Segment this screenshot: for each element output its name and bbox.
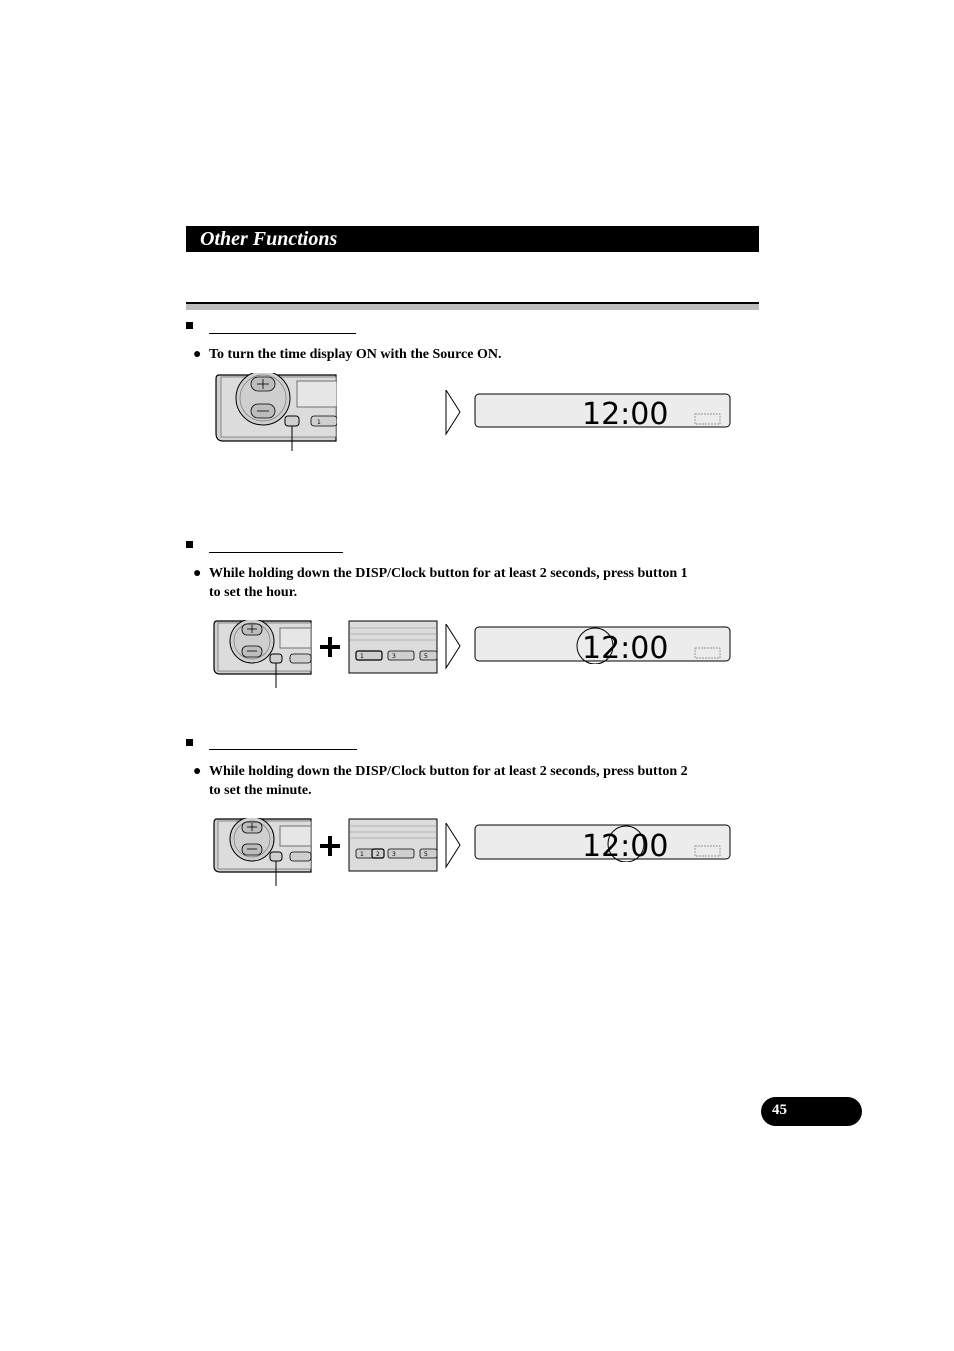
plus-icon bbox=[318, 635, 342, 659]
instruction-text-line2: to set the minute. bbox=[209, 783, 312, 798]
head-unit-illustration bbox=[212, 818, 312, 886]
head-unit-illustration bbox=[213, 373, 337, 451]
arrow-right-icon bbox=[444, 622, 462, 670]
arrow-right-icon bbox=[444, 821, 462, 869]
head-unit-illustration bbox=[212, 620, 312, 688]
plus-icon bbox=[318, 834, 342, 858]
svg-text:5: 5 bbox=[424, 653, 428, 660]
arrow-right-icon bbox=[444, 388, 462, 436]
svg-text:1: 1 bbox=[317, 419, 321, 426]
clock-readout: 12:00 bbox=[582, 829, 669, 862]
round-bullet-icon: ● bbox=[193, 347, 202, 362]
preset-buttons-illustration bbox=[348, 620, 438, 674]
instruction-text-line1: While holding down the DISP/Clock button for at least 2 seconds, press button 1 bbox=[209, 566, 688, 581]
section-heading-underline bbox=[209, 552, 343, 553]
instruction-text: To turn the time display ON with the Source ON. bbox=[209, 347, 502, 362]
clock-readout: 12:00 bbox=[582, 397, 669, 429]
svg-text:1: 1 bbox=[360, 653, 364, 660]
svg-text:1: 1 bbox=[360, 851, 364, 858]
instruction-text-line2: to set the hour. bbox=[209, 585, 298, 600]
svg-text:5: 5 bbox=[424, 851, 428, 858]
round-bullet-icon: ● bbox=[193, 764, 202, 779]
section-heading-underline bbox=[209, 749, 357, 750]
page-number: 45 bbox=[772, 1102, 787, 1118]
square-bullet-icon bbox=[186, 322, 193, 329]
page-title: Other Functions bbox=[200, 228, 338, 250]
section-heading-underline bbox=[209, 333, 356, 334]
round-bullet-icon: ● bbox=[193, 566, 202, 581]
clock-readout: 12:00 bbox=[582, 631, 669, 664]
section-rule-shade bbox=[186, 304, 759, 310]
lcd-display bbox=[474, 393, 732, 429]
svg-text:3: 3 bbox=[392, 653, 396, 660]
svg-text:2: 2 bbox=[376, 851, 380, 858]
instruction-text-line1: While holding down the DISP/Clock button for at least 2 seconds, press button 2 bbox=[209, 764, 688, 779]
svg-text:3: 3 bbox=[392, 851, 396, 858]
lcd-display bbox=[474, 626, 732, 664]
square-bullet-icon bbox=[186, 739, 193, 746]
lcd-display bbox=[474, 824, 732, 862]
preset-buttons-illustration bbox=[348, 818, 438, 872]
square-bullet-icon bbox=[186, 541, 193, 548]
